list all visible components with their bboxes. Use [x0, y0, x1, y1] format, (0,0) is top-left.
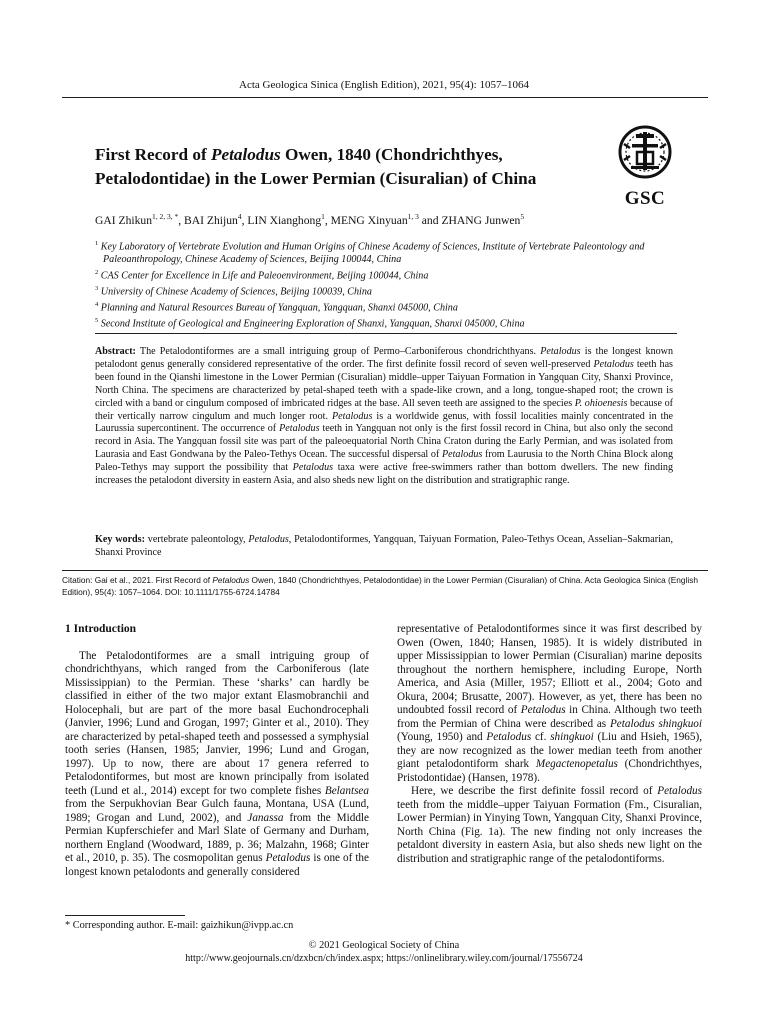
right-column — [397, 623, 702, 866]
text-run: in China. Although two teeth from the Permian of China were described as — [397, 704, 702, 730]
italic-term: Petalodus — [292, 462, 334, 474]
citation-rule — [62, 570, 708, 571]
text-run: Citation: Gai et al., 2021. First Record of — [62, 575, 213, 585]
affiliation-number: 5 — [95, 316, 99, 324]
italic-term: Petalodus — [441, 449, 483, 461]
affiliation-item — [95, 283, 685, 299]
author-affiliation-marker: 1 — [321, 212, 325, 221]
affiliation-number: 4 — [95, 300, 99, 308]
text-run: representative of Petalodontiformes since it was first described by Owen (Owen, 1840; Hansen, 1985). It is widely distributed in upper Mississippian to lower Permian (Cisuralian) marine deposits throughout the northern hemisphere, including Europe, North America, and Asia (Miller, 1957; Elliott et al., 2004; Goto and Okura, 2004; Brusatte, 2007). However, as yet, there has been no undoubted fossil record of — [397, 623, 702, 716]
text-run: is one of the longest known petalodonts and generally considered — [65, 852, 369, 878]
italic-term: Belantsea — [324, 784, 369, 797]
italic-term: Janassa — [247, 811, 284, 824]
affiliation-text: Planning and Natural Resources Bureau of Yangquan, Yangquan, Shanxi 045000, China — [98, 302, 458, 314]
affiliation-number: 1 — [95, 240, 99, 247]
section-heading: 1 Introduction — [65, 623, 137, 635]
author-affiliation-marker: 1, 3 — [407, 212, 419, 221]
italic-term: Petalodus — [279, 423, 320, 435]
italic-term: Petalodus — [248, 534, 289, 545]
text-run: (Liu and Hsieh, 1965), they are now recognized as the lower median teeth from another giant petalodontiform shark — [397, 731, 702, 770]
text-run: Here, we describe the first definite fossil record of — [411, 785, 658, 797]
text-run: teeth has been found in the Qianshi limestone in the Lower Permian (Cisuralian) middle–upper Taiyuan Formation in Yangquan City, Shanxi Province, North China. The specimens are characterized by petal-shaped teeth with a spade-like crown, and a long, tongue-shaped root; the crown is circled with a band or cingulum composed of imbricated ridges at the base. All seven teeth are assigned to the species — [95, 358, 673, 409]
affiliation-number: 2 — [95, 268, 99, 276]
text-run: teeth from the middle–upper Taiyuan Formation (Fm., Cisuralian, Lower Permian) in Yinying Town, Yangquan City, Shanxi Province, North China (Fig. 1a). The new finding not only increases the petaldont diversity in eastern Asia, but also sheds new light on the distribution and stratigraphic range of the petalodontiforms. — [397, 798, 702, 865]
author-name: BAI Zhijun — [184, 213, 238, 227]
affiliation-number: 3 — [95, 284, 99, 292]
intro-paragraph-1-cont — [397, 623, 702, 785]
text-run: teeth in Yangquan not only is the first fossil record in China, but also only the second record in Asia. The Yangquan fossil site was part of the paleoequatorial North China Craton during the Early Permian, and was isolated from Laurasia and East Gondwana by the Paleo-Tethys Ocean. The successful dispersal of — [95, 423, 673, 461]
text-run: The Petalodontiformes are a small intriguing group of Permo–Carboniferous chondrichthyans. — [135, 346, 541, 357]
italic-term: P. ohioenesis — [574, 397, 628, 409]
corresponding-author-footnote: * Corresponding author. E-mail: gaizhikun@ivpp.ac.cn — [65, 920, 294, 931]
text-run: vertebrate paleontology, — [144, 534, 249, 545]
affiliation-list — [95, 238, 685, 331]
text-run: (Young, 1950) and — [397, 731, 487, 743]
title-part1: First Record of — [95, 145, 211, 164]
italic-term: Petalodus — [540, 346, 581, 357]
text-run: from the Middle Permian Kupferschiefer and Marl Slate of Germany and Durham, northern England (Woodward, 1889, p. 36; Malzahn, 1968; Ginter et al., 2010, p. 35). The cosmopolitan genus — [65, 811, 370, 864]
text-run: Owen, 1840 (Chondrichthyes, Petalodontidae) in the Lower Permian (Cisuralian) of China. Acta Geologica Sinica (English Edition), 95(4): 1057–1064. DOI: 10.1111/1755-6724.14784 — [62, 575, 698, 598]
italic-term: Petalodus — [520, 704, 566, 716]
author-affiliation-marker: 1, 2, 3, * — [152, 212, 179, 221]
italic-term: Petalodus — [212, 575, 250, 585]
abstract — [95, 346, 673, 488]
italic-term: Petalodus — [332, 410, 373, 422]
affiliation-rule — [95, 333, 677, 334]
intro-paragraph-2 — [397, 785, 702, 866]
author-name: LIN Xianghong — [247, 213, 322, 227]
affiliation-text: University of Chinese Academy of Sciences, Beijing 100039, China — [98, 286, 372, 298]
left-column — [65, 623, 369, 879]
italic-term: shingkuoi — [550, 731, 594, 743]
author-affiliation-marker: 4 — [237, 212, 242, 221]
affiliation-text: Second Institute of Geological and Engineering Exploration of Shanxi, Yangquan, Shanxi 045000, China — [98, 318, 525, 330]
text-run: The Petalodontiformes are a small intriguing group of chondrichthyans, which ranged from the Carboniferous (late Mississippian) to the Permian. These ‘sharks’ can hardly be classified in either of the two major extant Elasmobranchii and Holocephali, but are part of the more basal Euchondrocephali (Janvier, 1996; Lund and Grogan, 1997; Ginter et al., 2010). They are characterized by petal-shaped teeth and possessed a symphysial tooth series (Hansen, 1985; Janvier, 1996; Lund and Grogan, 1997). Up to now, there are about 17 genera referred to Petalodontiformes, but most are known principally from isolated teeth (Lund et al., 2014) except for two complete fishes — [65, 649, 369, 797]
text-run: is the longest known petalodont genus generally considered representative of the order. The first definite fossil record of seven well-preserved — [95, 346, 673, 370]
affiliation-text: Key Laboratory of Vertebrate Evolution and Human Origins of Chinese Academy of Sciences, Institute of Vertebrate Paleontology and Paleoanthropology, Chinese Academy of Sciences, Beijing 100044, China — [98, 241, 645, 266]
italic-term: Petalodus — [486, 731, 532, 743]
affiliation-item — [95, 267, 685, 283]
journal-citation-header: Acta Geologica Sinica (English Edition), 2021, 95(4): 1057–1064 — [239, 79, 529, 91]
affiliation-text: CAS Center for Excellence in Life and Paleoenvironment, Beijing 100044, China — [98, 270, 429, 282]
author-list: GAI Zhikun$^{1, 2, 3, *}$, BAI Zhijun$^4$, LIN Xianghong$^1$, MENG Xinyuan$^{1, 3}$ and ZHANG Junwen$^5$ — [95, 212, 525, 227]
header-rule — [62, 97, 708, 98]
paper-title — [95, 143, 595, 191]
author-name: ZHANG Junwen — [441, 213, 521, 227]
section-label: Key words: — [95, 534, 145, 545]
text-run: cf. — [531, 731, 551, 743]
intro-paragraph-1 — [65, 650, 369, 880]
text-run: , Petalodontiformes, Yangquan, Taiyuan Formation, Paleo-Tethys Ocean, Asselian–Sakmarian, Shanxi Province — [95, 534, 673, 558]
title-genus: Petalodus — [210, 145, 281, 164]
italic-term: Petalodus — [593, 358, 634, 370]
title-part2: Owen, 1840 (Chondrichthyes, Petalodontidae) in the Lower Permian (Cisuralian) of China — [95, 145, 537, 188]
text-run: (Chondrichthyes, Pristodontidae) (Hansen, 1978). — [397, 758, 703, 784]
keywords — [95, 534, 673, 560]
text-run: is a worldwide genus, with fossil localities mainly concentrated in the Laurussia supercontinent. The occurrence of — [95, 410, 673, 435]
gsc-logo — [614, 124, 676, 209]
author-name: MENG Xinyuan — [330, 213, 408, 227]
text-run: because of their vertically narrow cingulum and much longer root. — [95, 397, 673, 422]
citation-box — [62, 574, 708, 599]
footnote-rule — [65, 915, 185, 916]
author-name: GAI Zhikun — [95, 213, 152, 227]
gsc-seal-icon — [614, 124, 676, 180]
journal-urls: http://www.geojournals.cn/dzxbcn/ch/index.aspx; https://onlinelibrary.wiley.com/journal/17556724 — [185, 953, 583, 964]
affiliation-item — [95, 315, 685, 331]
text-run: taxa were active free-swimmers rather than bottom dwellers. The new finding increases the petalodont diversity in eastern Asia, and also sheds new light on the distribution and stratigraphic range. — [95, 462, 674, 487]
text-run: from Laurusia to the North China Block along Paleo-Tethys may support the possibility that — [95, 449, 673, 474]
section-label: Abstract: — [95, 346, 136, 357]
text-run: from the Serpukhovian Bear Gulch fauna, Montana, USA (Lund, 1989; Grogan and Lund, 2002), and — [65, 798, 369, 824]
author-affiliation-marker: 5 — [520, 212, 525, 221]
italic-term: Petalodus — [657, 785, 702, 797]
italic-term: Megactenopetalus — [535, 758, 618, 770]
gsc-logo-text: GSC — [624, 188, 666, 209]
italic-term: Petalodus — [265, 852, 311, 864]
affiliation-item — [95, 299, 685, 315]
copyright-line: © 2021 Geological Society of China — [308, 940, 460, 951]
italic-term: Petalodus shingkuoi — [609, 717, 702, 730]
affiliation-item — [95, 238, 685, 267]
